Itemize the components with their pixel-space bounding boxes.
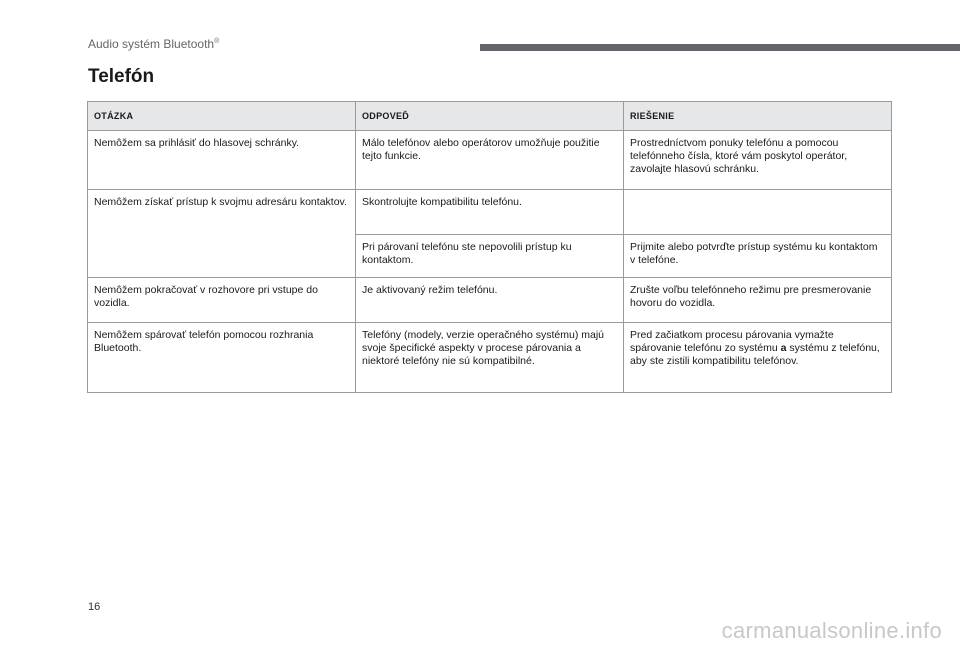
column-header-question: OTÁZKA <box>88 102 356 131</box>
solution-text-bold: a <box>780 342 787 354</box>
solution-text-start: Pred začiatkom procesu párovania vymažte spárovanie telefónu zo systému <box>630 329 834 354</box>
answer-cell: Skontrolujte kompatibilitu telefónu. <box>356 190 624 235</box>
solution-text-end: systému z telefónu, aby ste zistili kompatibilitu telefónov. <box>630 342 880 367</box>
header-bar <box>480 44 960 51</box>
column-header-answer: ODPOVEĎ <box>356 102 624 131</box>
question-cell: Nemôžem sa prihlásiť do hlasovej schránky. <box>88 131 356 190</box>
table-row <box>88 131 892 190</box>
table-header-row <box>88 102 892 131</box>
table-row <box>88 323 892 393</box>
running-header-text: Audio systém Bluetooth <box>88 37 215 51</box>
answer-cell: Málo telefónov alebo operátorov umožňuje použitie tejto funkcie. <box>356 131 624 190</box>
page-number: 16 <box>88 601 101 613</box>
solution-cell: Prijmite alebo potvrďte prístup systému ku kontaktom v telefóne. <box>624 235 892 278</box>
table-row <box>88 278 892 323</box>
answer-cell: Je aktivovaný režim telefónu. <box>356 278 624 323</box>
faq-table <box>87 101 892 393</box>
question-cell: Nemôžem spárovať telefón pomocou rozhrania Bluetooth. <box>88 323 356 393</box>
section-title: Telefón <box>88 66 155 87</box>
question-cell: Nemôžem získať prístup k svojmu adresáru kontaktov. <box>88 190 356 278</box>
watermark: carmanualsonline.info <box>721 618 942 643</box>
table-row <box>88 190 892 235</box>
running-header <box>88 37 219 51</box>
column-header-solution: RIEŠENIE <box>624 102 892 131</box>
solution-cell: Zrušte voľbu telefónneho režimu pre presmerovanie hovoru do vozidla. <box>624 278 892 323</box>
solution-cell <box>624 190 892 235</box>
solution-cell <box>624 323 892 393</box>
answer-cell: Telefóny (modely, verzie operačného systému) majú svoje špecifické aspekty v procese párovania a niektoré telefóny nie sú kompatibilné. <box>356 323 624 393</box>
answer-cell: Pri párovaní telefónu ste nepovolili prístup ku kontaktom. <box>356 235 624 278</box>
solution-cell: Prostredníctvom ponuky telefónu a pomocou telefónneho čísla, ktoré vám poskytol operátor, zavolajte hlasovú schránku. <box>624 131 892 190</box>
registered-mark: ® <box>214 38 220 45</box>
question-cell: Nemôžem pokračovať v rozhovore pri vstupe do vozidla. <box>88 278 356 323</box>
